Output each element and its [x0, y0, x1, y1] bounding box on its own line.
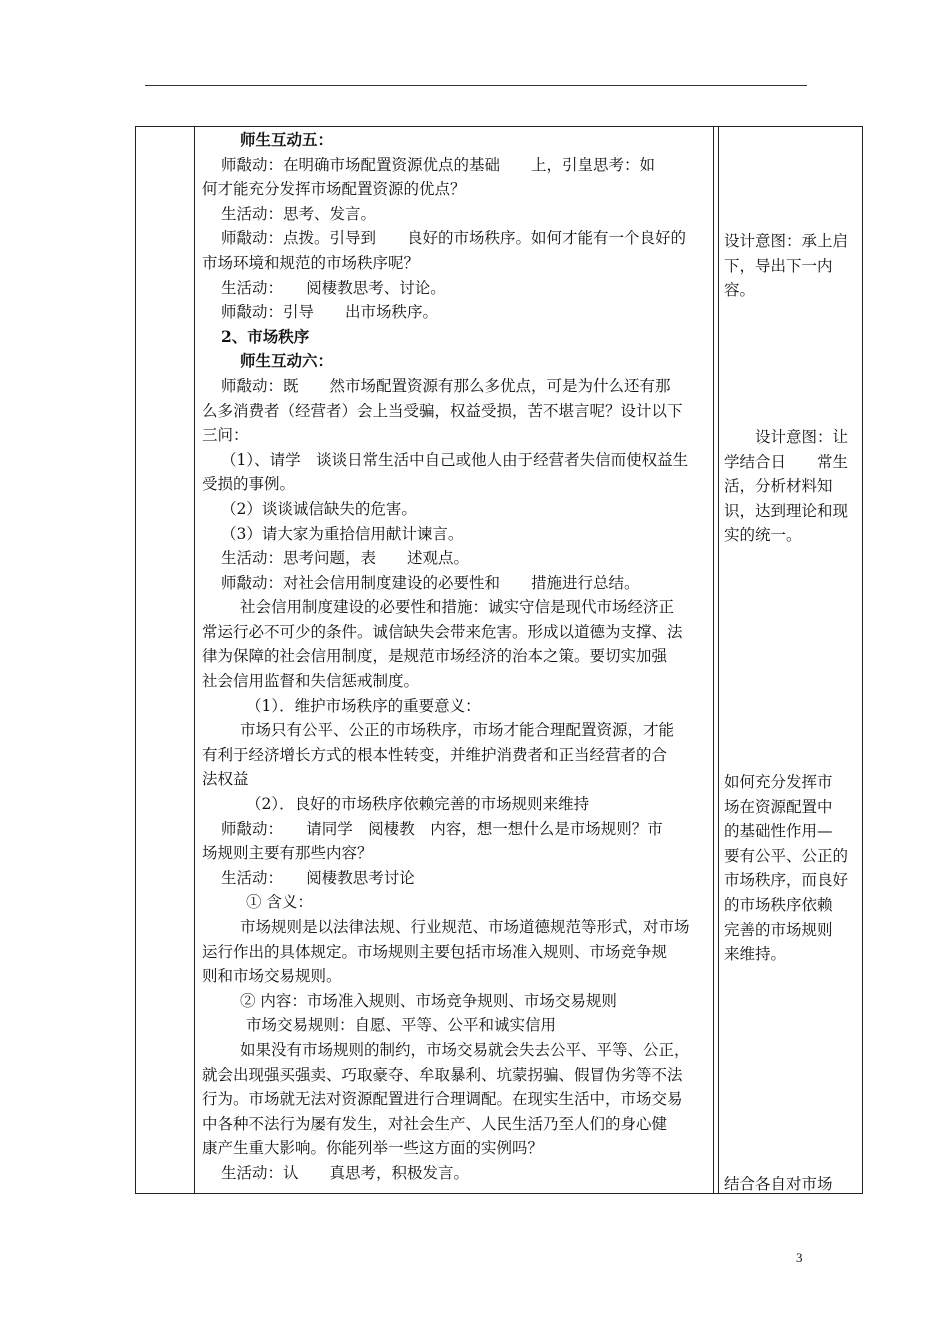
body-line: 律为保障的社会信用制度，是规范市场经济的治本之策。要切实加强 — [202, 647, 668, 666]
side-note-line: 要有公平、公正的 — [724, 846, 849, 865]
body-line: 生活动：认 真思考，积极发言。 — [221, 1163, 470, 1182]
body-line: 场规则主要有那些内容？ — [202, 844, 373, 863]
body-line: 则和市场交易规则。 — [202, 967, 342, 986]
body-line: 受损的事例。 — [202, 475, 296, 494]
column-divider-left — [194, 126, 195, 1194]
body-line: 师生互动六： — [240, 351, 334, 371]
side-note-line: 如何充分发挥市 — [724, 773, 833, 791]
side-note-line: 市场秩序，而良好 — [724, 871, 849, 890]
side-note-line: 设计意图：承上启 — [724, 232, 849, 250]
body-line: 师敽动：引导 出市场秩序。 — [221, 303, 439, 322]
body-line: 师敽动：既 然市场配置资源有那么多优点，可是为什么还有那 — [221, 376, 671, 395]
body-line: 康产生重大影响。你能列举一些这方面的实例吗？ — [202, 1139, 544, 1158]
body-line: 2、市场秩序 — [221, 326, 310, 346]
side-note-line: 的基础性作用— — [724, 822, 833, 841]
side-note-line: 容。 — [724, 281, 756, 300]
body-line: 生活动： 阅棲教思考讨论 — [221, 868, 415, 887]
teaching-process-column — [202, 128, 710, 1186]
side-note-line: 学结合日 常生 — [724, 452, 849, 471]
design-note-2 — [724, 425, 858, 548]
body-line: 市场环境和规范的市场秩序呢？ — [202, 253, 420, 272]
body-line: 市场交易规则：自愿、平等、公平和诚实信用 — [246, 1016, 557, 1035]
design-note-1 — [724, 229, 858, 303]
design-note-4 — [724, 1172, 858, 1197]
body-line: 有利于经济增长方式的根本性转变，并维护消费者和正当经营者的合 — [202, 745, 668, 764]
side-note-line: 下，导出下一内 — [724, 256, 833, 275]
body-line: ① 含义： — [246, 893, 313, 912]
body-line: 行为。市场就无法对资源配置进行合理调配。在现实生活中，市场交易 — [202, 1090, 683, 1109]
header-rule — [145, 85, 807, 86]
body-line: 么多消费者（经营者）会上当受骗，权益受损，苦不堪言呢？设计以下 — [202, 401, 683, 420]
side-note-line: 完善的市场规则 — [724, 920, 833, 939]
body-line: （1）、请学 谈谈日常生活中自己或他人由于经营者失信而使权益生 — [221, 450, 689, 469]
body-line: 市场只有公平、公正的市场秩序，市场才能合理配置资源，才能 — [240, 721, 675, 740]
body-line: 生活动：思考问题，表 述观点。 — [221, 549, 470, 568]
body-line: 法权益 — [202, 770, 249, 789]
body-line: 中各种不法行为屡有发生，对社会生产、人民生活乃至人们的身心健 — [202, 1114, 668, 1133]
side-note-line: 场在资源配置中 — [724, 797, 833, 816]
body-line: （2）谈谈诚信缺失的危害。 — [221, 499, 417, 518]
page-number: 3 — [796, 1250, 803, 1265]
body-line: 常运行必不可少的条件。诚信缺失会带来危害。形成以道德为支撑、法 — [202, 622, 683, 641]
body-line: 社会信用制度建设的必要性和措施：诚实守信是现代市场经济正 — [240, 598, 675, 617]
side-note-line: 识，达到理论和现 — [724, 501, 849, 520]
body-line: 师敽动： 请同学 阅棲教 内容，想一想什么是市场规则？市 — [221, 819, 663, 838]
body-line: 师生互动五： — [240, 130, 334, 149]
side-note-line: 设计意图：让 — [724, 428, 849, 446]
side-note-line: 的市场秩序依赖 — [724, 895, 833, 914]
side-note-line: 实的统一。 — [724, 526, 802, 545]
body-line: 如果没有市场规则的制约，市场交易就会失去公平、平等、公正， — [240, 1040, 690, 1059]
body-line: 师敽动：对社会信用制度建设的必要性和 措施进行总结。 — [221, 573, 640, 592]
body-line: 就会出现强买强卖、巧取豪夺、牟取暴利、坑蒙拐骗、假冒伪劣等不法 — [202, 1065, 683, 1084]
body-line: （1）．维护市场秩序的重要意义： — [246, 696, 481, 715]
body-line: 生活动：思考、发言。 — [221, 204, 377, 223]
body-line: 生活动： 阅棲教思考、讨论。 — [221, 278, 446, 297]
column-divider-right-a — [713, 126, 714, 1194]
body-line: 三问： — [202, 426, 249, 445]
design-note-3 — [724, 770, 858, 967]
side-note-line: 活，分析材料知 — [724, 477, 833, 496]
column-divider-right-b — [718, 126, 719, 1194]
body-line: 师敽动：点拨。引导到 良好的市场秩序。如何才能有一个良好的 — [221, 229, 687, 248]
side-note-line: 来维持。 — [724, 945, 787, 964]
body-line: 社会信用监督和失信惩戒制度。 — [202, 672, 420, 691]
body-line: 运行作出的具体规定。市场规则主要包括市场准入规则、市场竞争规 — [202, 942, 668, 961]
body-line: （3）请大家为重拾信用献计谏言。 — [221, 524, 464, 543]
body-line: ② 内容：市场准入规则、市场竞争规则、市场交易规则 — [240, 991, 617, 1010]
side-note-line: 结合各自对市场 — [724, 1175, 833, 1193]
body-line: （2）．良好的市场秩序依赖完善的市场规则来维持 — [246, 795, 590, 814]
body-line: 市场规则是以法律法规、行业规范、市场道德规范等形式，对市场 — [240, 918, 690, 936]
body-line: 何才能充分发挥市场配置资源的优点？ — [202, 180, 466, 199]
body-line: 师敽动：在明确市场配置资源优点的基础 上，引皇思考：如 — [221, 155, 656, 174]
